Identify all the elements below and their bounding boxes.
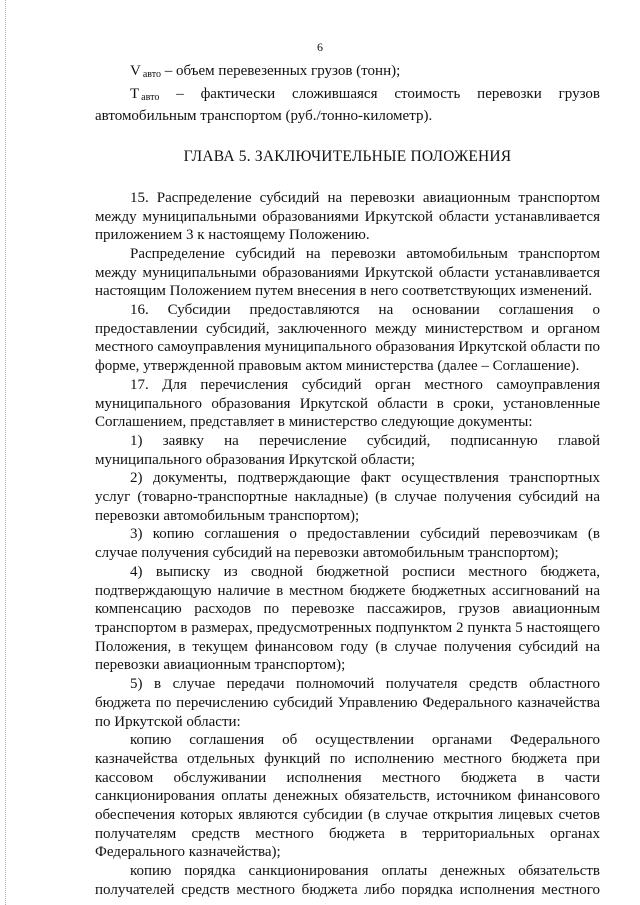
- definition-subscript: авто: [141, 91, 160, 103]
- scan-edge-dots: [5, 0, 7, 905]
- sub-item-agreement-copy: копию соглашения об осуществлении органами Федерального казначейства отдельных функций по исполнению местного бюджета при кассовом обслуживании исполнения местного бюджета в части санкционирования оплаты денежных обязательств, источником финансового обеспечения которых являются субсидии (в случае открытия лицевых счетов получателям средств местного бюджета в территориальных органах Федерального казначейства);: [95, 732, 600, 861]
- paragraph-16: 16. Субсидии предоставляются на основании соглашения о предоставлении субсидий, заключенного между министерством и органом местного самоуправления муниципального образования Иркутской области по форме, утвержденной правовым актом министерства (далее – Соглашение).: [95, 302, 600, 375]
- definition-text: – фактически сложившаяся стоимость перевозки грузов автомобильным транспортом (руб./тонно-километр).: [95, 85, 600, 125]
- definition-subscript: авто: [142, 69, 161, 80]
- chapter-heading: ГЛАВА 5. ЗАКЛЮЧИТЕЛЬНЫЕ ПОЛОЖЕНИЯ: [183, 148, 512, 166]
- definition-t-avto: [95, 85, 600, 126]
- list-item-1: 1) заявку на перечисление субсидий, подписанную главой муниципального образования Иркутской области;: [95, 432, 600, 468]
- document-body: [95, 62, 600, 900]
- definition-text: – объем перевезенных грузов (тонн);: [161, 63, 401, 79]
- page-number: 6: [317, 40, 323, 54]
- paragraph-15: 15. Распределение субсидий на перевозки авиационным транспортом между муниципальными образованиями Иркутской области устанавливается приложением 3 к настоящему Положению.: [95, 189, 600, 244]
- paragraph-17: 17. Для перечисления субсидий орган местного самоуправления муниципального образования Иркутской области в сроки, установленные Соглашением, представляет в министерство следующие документы:: [95, 376, 600, 431]
- definition-symbol: T: [130, 85, 140, 102]
- list-item-3: 3) копию соглашения о предоставлении субсидий перевозчикам (в случае получения субсидий на перевозки автомобильным транспортом);: [95, 526, 600, 562]
- paragraph-distribution-auto: Распределение субсидий на перевозки автомобильным транспортом между муниципальными образованиями Иркутской области устанавливается настоящим Положением путем внесения в него соответствующих изменений.: [95, 245, 600, 300]
- list-item-2: 2) документы, подтверждающие факт осуществления транспортных услуг (товарно-транспортные накладные) (в случае получения субсидий на перевозки автомобильным транспортом);: [95, 470, 600, 524]
- sub-item-procedure-copy: копию порядка санкционирования оплаты денежных обязательств получателей средств местного бюджета либо порядка исполнения местного: [95, 863, 600, 898]
- list-item-5: 5) в случае передачи полномочий получателя средств областного бюджета по перечислению субсидий Управлению Федерального казначейства по Иркутской области:: [95, 676, 600, 730]
- list-item-4: 4) выписку из сводной бюджетной росписи местного бюджета, подтверждающую наличие в местном бюджете бюджетных ассигнований на компенсацию расходов по перевозке пассажиров, грузов авиационным транспортом в размерах, предусмотренных подпунктом 2 пункта 5 настоящего Положения, в текущем финансовом году (в случае получения субсидий на перевозки авиационным транспортом);: [95, 563, 600, 674]
- definition-symbol: V: [130, 63, 141, 79]
- definition-v-avto: [95, 62, 600, 85]
